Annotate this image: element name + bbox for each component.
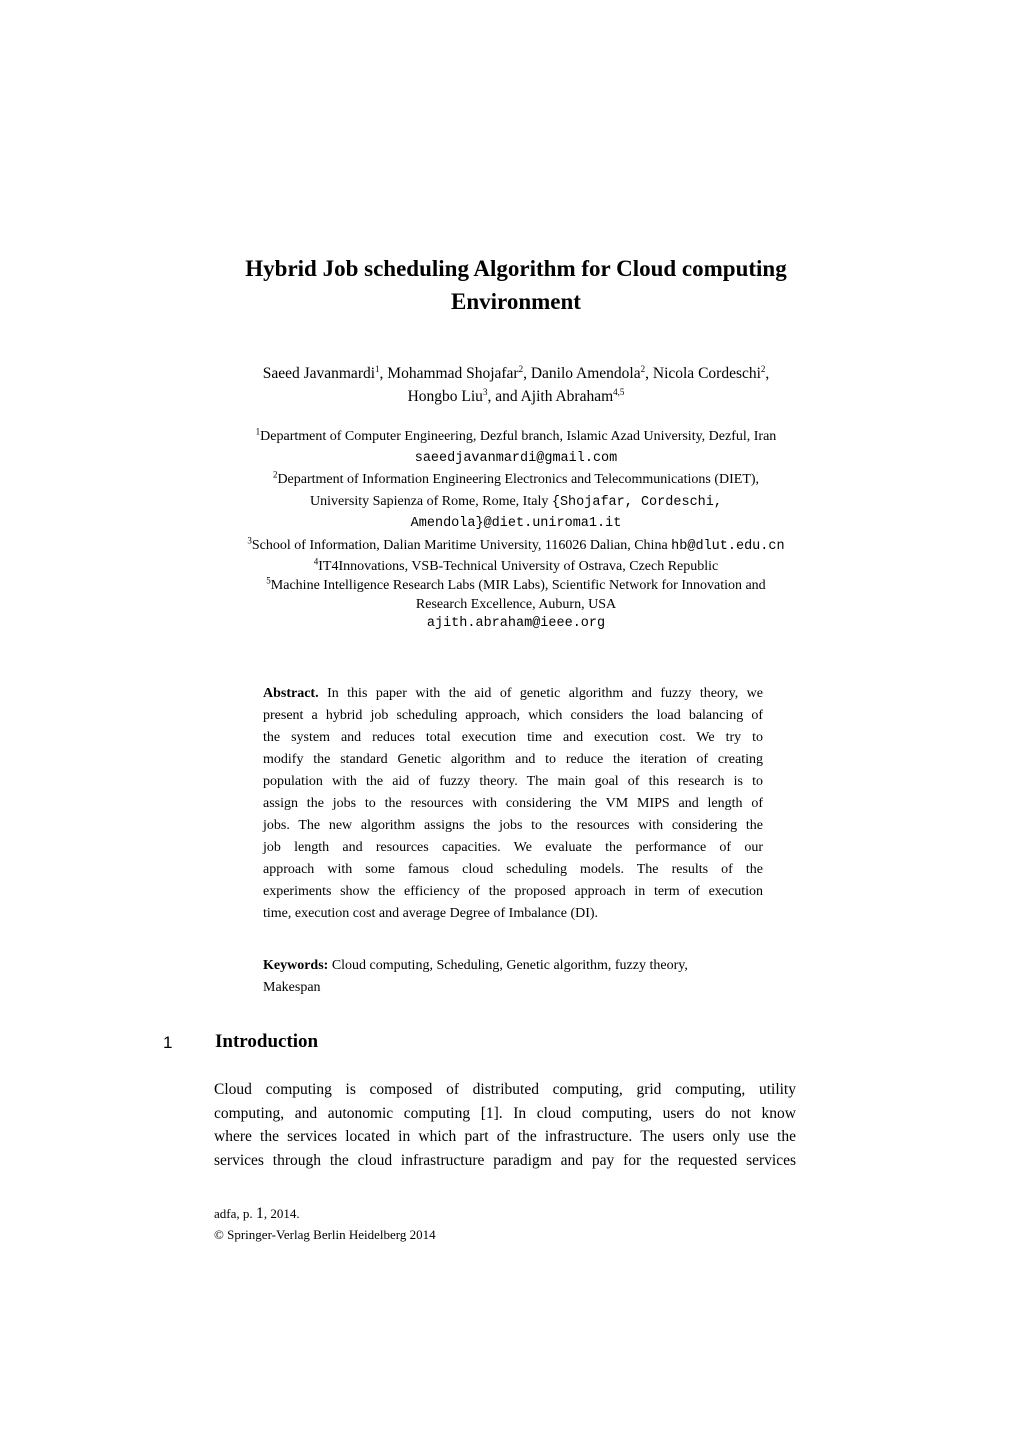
affiliation-2-email: {Shojafar, Cordeschi, bbox=[551, 494, 722, 510]
abstract-line: job length and resources capacities. We evaluate the performance of our bbox=[263, 840, 763, 855]
abstract-line: population with the aid of fuzzy theory. The main goal of this research is to bbox=[263, 774, 763, 789]
author-affil-mark: 1 bbox=[375, 363, 380, 374]
affiliation-2: $^2$Department of Information Engineering Electronics and Telecommunications (DIET), bbox=[272, 469, 760, 487]
title-line-2: Environment bbox=[451, 289, 581, 314]
section-number: 1 bbox=[163, 1033, 173, 1052]
keywords-line-1: Keywords: Cloud computing, Scheduling, Genetic algorithm, fuzzy theory, bbox=[263, 958, 688, 973]
abstract-line: modify the standard Genetic algorithm and to reduce the iteration of creating bbox=[263, 752, 763, 767]
affiliation-list bbox=[150, 426, 882, 633]
intro-line: computing, and autonomic computing [1]. In cloud computing, users do not know bbox=[214, 1104, 796, 1122]
section-title: Introduction bbox=[215, 1031, 319, 1052]
affiliation-5-line-2: Research Excellence, Auburn, USA bbox=[415, 597, 617, 612]
affiliation-5-email: ajith.abraham@ieee.org bbox=[426, 616, 606, 631]
intro-paragraph bbox=[214, 1078, 796, 1172]
authors-line-1: Saeed Javanmardi$^1$, Mohammad Shojafar$^2$, Danilo Amendola$^2$, Nicola Cordeschi$^2$, bbox=[262, 363, 770, 382]
author-name: Saeed Javanmardi bbox=[262, 365, 376, 382]
abstract-line: experiments show the efficiency of the proposed approach in term of execution bbox=[263, 884, 763, 899]
paper-title bbox=[150, 252, 882, 318]
keywords-line-2: Makespan bbox=[263, 980, 321, 995]
affil-mark: 5 bbox=[266, 575, 271, 586]
affiliation-3-email: hb@dlut.edu.cn bbox=[671, 538, 785, 554]
intro-line: where the services located in which part of the infrastructure. The users only use the bbox=[214, 1128, 796, 1145]
intro-line: Cloud computing is composed of distributed computing, grid computing, utility bbox=[214, 1081, 796, 1098]
affiliation-4: $^4$IT4Innovations, VSB-Technical University of Ostrava, Czech Republic bbox=[313, 556, 719, 574]
keywords bbox=[263, 955, 763, 999]
affiliation-1-email: saeedjavanmardi@gmail.com bbox=[414, 450, 618, 466]
abstract bbox=[263, 683, 763, 925]
author-affil-mark: 3 bbox=[482, 386, 488, 397]
abstract-line: time, execution cost and average Degree of Imbalance (DI). bbox=[263, 906, 599, 921]
abstract-label: Abstract. bbox=[263, 686, 319, 701]
abstract-line: present a hybrid job scheduling approach, which considers the load balancing of bbox=[263, 708, 763, 723]
affil-mark: 2 bbox=[272, 469, 278, 480]
affil-mark: 1 bbox=[255, 426, 261, 437]
abstract-line: approach with some famous cloud scheduling models. The results of the bbox=[263, 862, 763, 877]
author-affil-mark: 2 bbox=[640, 363, 646, 374]
copyright-line: © Springer-Verlag Berlin Heidelberg 2014 bbox=[214, 1227, 436, 1242]
abstract-line: the system and reduces total execution time and execution cost. We try to bbox=[263, 730, 763, 745]
footer-line-1: adfa, p. 1, 2014. bbox=[214, 1205, 300, 1222]
affiliation-2-line-2: University Sapienza of Rome, Rome, Italy {Shojafar, Cordeschi, bbox=[310, 493, 722, 510]
author-name: Nicola Cordeschi bbox=[652, 365, 761, 382]
affiliation-2-email-cont: Amendola}@diet.uniroma1.it bbox=[410, 516, 622, 531]
author-name: Danilo Amendola bbox=[530, 365, 641, 382]
authors-line-2: Hongbo Liu$^3$, and Ajith Abraham$^{4,5}$ bbox=[407, 386, 625, 405]
author-name: Mohammad Shojafar bbox=[387, 365, 519, 382]
author-list bbox=[150, 362, 882, 408]
affil-mark: 3 bbox=[247, 534, 252, 545]
intro-line: services through the cloud infrastructure paradigm and pay for the requested services bbox=[214, 1151, 796, 1169]
author-affil-mark: 4,5 bbox=[613, 386, 625, 397]
affiliation-5: $^5$Machine Intelligence Research Labs (MIR Labs), Scientific Network for Innovation and bbox=[266, 575, 766, 593]
author-name: Hongbo Liu bbox=[407, 388, 483, 405]
affiliation-3: $^3$School of Information, Dalian Maritime University, 116026 Dalian, China hb@dlut.edu.cn bbox=[247, 534, 785, 554]
abstract-line: Abstract. In this paper with the aid of genetic algorithm and fuzzy theory, we bbox=[263, 686, 764, 701]
abstract-line: assign the jobs to the resources with considering the VM MIPS and length of bbox=[263, 796, 763, 811]
affil-mark: 4 bbox=[313, 556, 319, 567]
page-number: 1 bbox=[255, 1205, 264, 1222]
author-affil-mark: 2 bbox=[760, 363, 766, 374]
author-affil-mark: 2 bbox=[518, 363, 524, 374]
title-line-1: Hybrid Job scheduling Algorithm for Cloud computing bbox=[245, 256, 787, 281]
affiliation-1: $^1$Department of Computer Engineering, Dezful branch, Islamic Azad University, Dezful, Iran bbox=[255, 426, 777, 444]
keywords-label: Keywords: bbox=[263, 958, 329, 973]
abstract-line: jobs. The new algorithm assigns the jobs to the resources with considering the bbox=[263, 818, 763, 833]
page-footer bbox=[214, 1203, 436, 1245]
author-name: Ajith Abraham bbox=[520, 388, 614, 405]
